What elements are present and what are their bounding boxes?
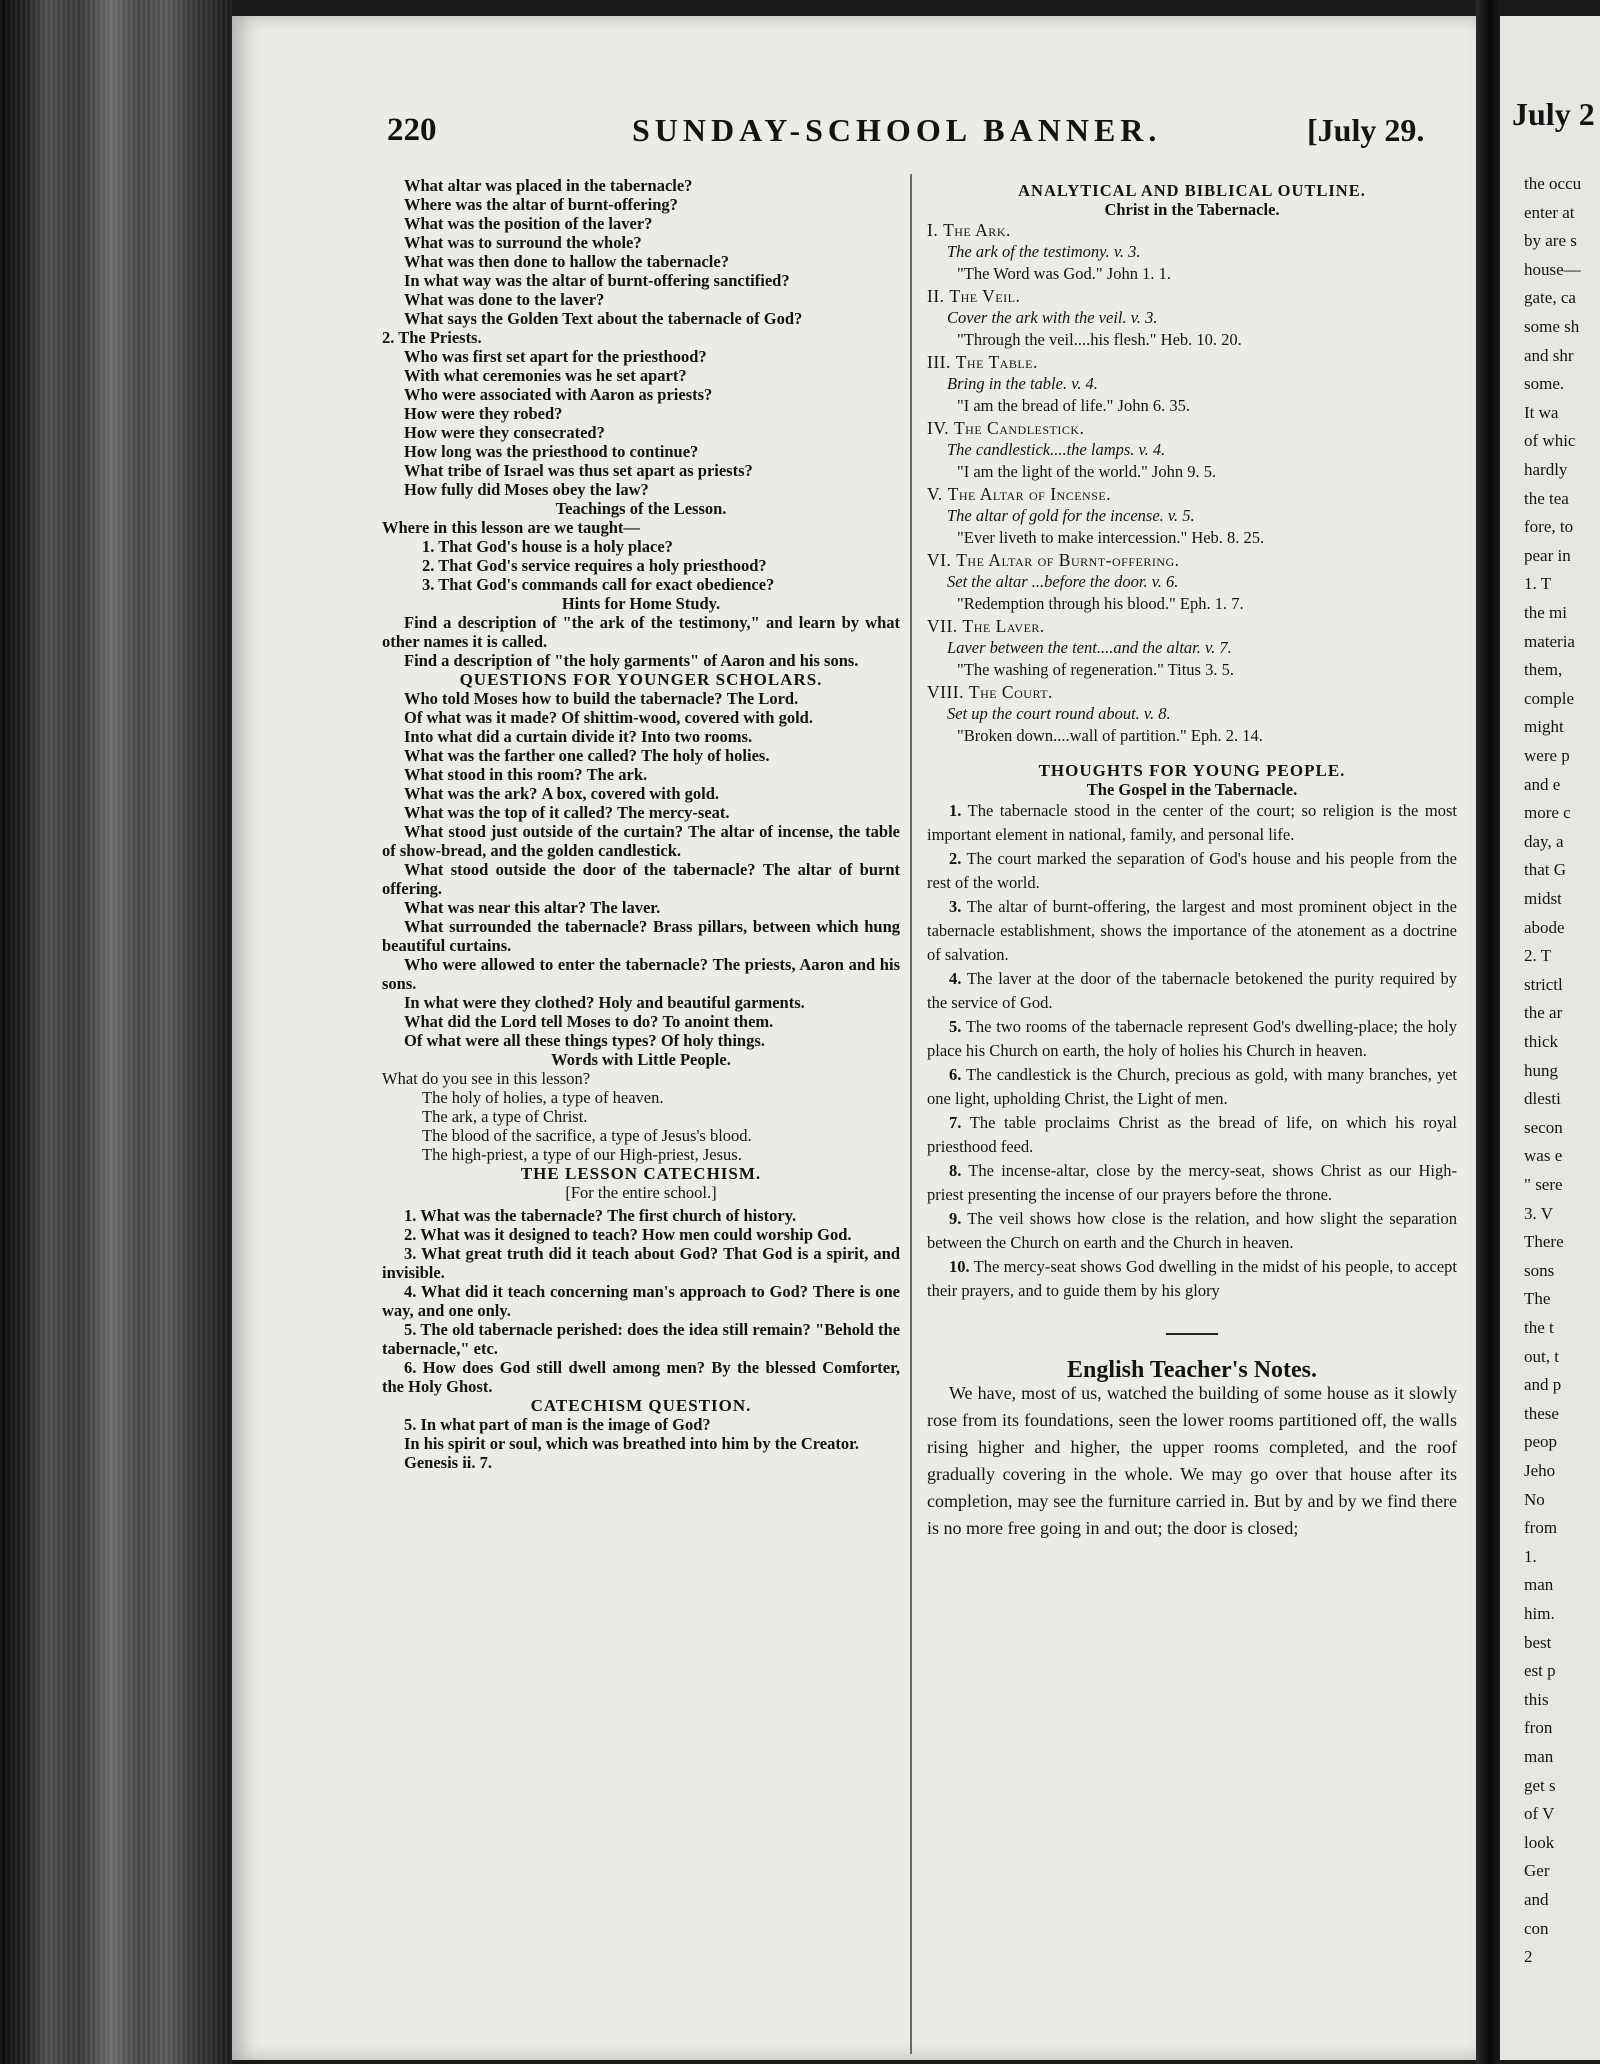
younger-scholars-heading: QUESTIONS FOR YOUNGER SCHOLARS.	[459, 670, 823, 689]
catechism-answer: In his spirit or soul, which was breathed into him by the Creator.	[404, 1434, 860, 1453]
outline-reference: Cover the ark with the veil. v. 3.	[947, 308, 1158, 327]
facing-page-line: 1. T	[1524, 574, 1552, 594]
facing-page-line: It wa	[1524, 402, 1559, 422]
catechism-qa-question: 5. The old tabernacle perished: does the idea still remain?	[404, 1320, 811, 1339]
running-head: SUNDAY-SCHOOL BANNER.	[632, 112, 1162, 148]
thought-text: The laver at the door of the tabernacle betokened the purity required by the service of God.	[927, 969, 1458, 1012]
facing-page-line: abode	[1524, 917, 1565, 937]
younger-qa-question: What stood outside the door of the tabernacle?	[404, 860, 756, 879]
outline-item	[927, 417, 1457, 439]
hints-list	[382, 613, 900, 670]
outline-title: The Candlestick.	[953, 418, 1085, 438]
catechism-qa-question: 4. What did it teach concerning man's approach to God?	[404, 1282, 809, 1301]
younger-qa-answer: A box, covered with gold.	[541, 784, 720, 803]
question: With what ceremonies was he set apart?	[404, 366, 687, 385]
question-list-priests	[382, 347, 900, 499]
facing-page-line: man	[1524, 1575, 1554, 1595]
younger-qa-question: What did the Lord tell Moses to do?	[404, 1012, 659, 1031]
page	[232, 16, 1476, 2060]
thought-text: The candlestick is the Church, precious as gold, with many branches, yet one light, upholding Christ, the Light of men.	[927, 1065, 1457, 1108]
thought-item	[927, 1015, 1457, 1063]
facing-page-header: July 2	[1512, 96, 1595, 132]
catechism-qa-item	[382, 1282, 900, 1320]
facing-page-line: materia	[1524, 631, 1575, 651]
facing-page-line: house—	[1524, 259, 1581, 279]
outline-reference: Set up the court round about. v. 8.	[947, 704, 1171, 723]
thought-item	[927, 799, 1457, 847]
outline-numeral: II.	[927, 286, 945, 306]
facing-page-line: and e	[1524, 774, 1561, 794]
facing-page-line: them,	[1524, 660, 1563, 680]
thought-number: 7.	[949, 1113, 962, 1132]
facing-page-line: man	[1524, 1747, 1554, 1766]
outline-numeral: VIII.	[927, 682, 964, 702]
facing-page-fragment	[1500, 16, 1600, 2060]
younger-qa-item	[382, 803, 900, 822]
facing-page-line: thick	[1524, 1032, 1558, 1051]
younger-qa-answer: Of shittim-wood, covered with gold.	[561, 708, 813, 727]
younger-qa-question: Of what was it made?	[404, 708, 558, 727]
younger-qa-question: What surrounded the tabernacle?	[404, 917, 648, 936]
teachings-intro: Where in this lesson are we taught—	[382, 518, 640, 537]
outline-numeral: VII.	[927, 616, 958, 636]
younger-qa-answer: The Lord.	[726, 689, 799, 708]
facing-page-line: fore, to	[1524, 517, 1574, 537]
outline-quote: "I am the light of the world." John 9. 5.	[957, 462, 1217, 481]
facing-page-line: The	[1524, 1289, 1551, 1309]
words-list	[382, 1088, 900, 1164]
question: How fully did Moses obey the law?	[404, 480, 649, 499]
facing-page-line: by are s	[1524, 231, 1577, 251]
younger-qa-item	[382, 860, 900, 898]
outline-item	[927, 285, 1457, 307]
thought-text: The table proclaims Christ as the bread of life, on which his royal priesthood feed.	[927, 1113, 1457, 1156]
younger-qa-answer: The altar of burnt offering.	[382, 860, 900, 898]
catechism-qa-answer: How men could worship God.	[642, 1225, 852, 1244]
facing-page-line: gate, ca	[1524, 288, 1576, 308]
thought-text: The tabernacle stood in the center of the court; so religion is the most important element in national, family, and personal life.	[927, 801, 1457, 844]
younger-qa-item	[382, 898, 900, 917]
catechism-qa-item	[382, 1206, 900, 1225]
thought-item	[927, 1063, 1457, 1111]
question: What tribe of Israel was thus set apart as priests?	[404, 461, 753, 480]
facing-page-line: 1.	[1524, 1546, 1537, 1566]
facing-page-line: out, t	[1524, 1346, 1559, 1366]
younger-qa-question: Of what were all these things types?	[404, 1031, 657, 1050]
facing-page-line: enter at	[1524, 202, 1575, 222]
catechism-list	[382, 1206, 900, 1396]
thought-item	[927, 1111, 1457, 1159]
thought-number: 6.	[949, 1065, 962, 1084]
outline-title: The Ark.	[943, 220, 1011, 240]
younger-qa-answer: To anoint them.	[662, 1012, 774, 1031]
outline-item	[927, 483, 1457, 505]
thought-item	[927, 1159, 1457, 1207]
facing-page-line: hardly	[1524, 460, 1568, 479]
facing-page-line: get s	[1524, 1775, 1556, 1795]
teaching-item: 2. That God's service requires a holy priesthood?	[422, 556, 767, 575]
facing-page-line: and p	[1524, 1375, 1562, 1395]
question-list-tabernacle	[382, 176, 900, 328]
catechism-reference: Genesis ii. 7.	[404, 1453, 493, 1472]
thought-text: The veil shows how close is the relation, and how slight the separation between the Church on earth and the Church in heaven.	[927, 1209, 1457, 1252]
question: How long was the priesthood to continue?	[404, 442, 699, 461]
thought-item	[927, 1207, 1457, 1255]
thought-number: 3.	[949, 897, 962, 916]
outline-reference: Bring in the table. v. 4.	[947, 374, 1098, 393]
words-item: The blood of the sacrifice, a type of Jesus's blood.	[422, 1126, 752, 1145]
outline-title: The Laver.	[962, 616, 1045, 636]
younger-qa-item	[382, 784, 900, 803]
outline-item	[927, 681, 1457, 703]
question: What was to surround the whole?	[404, 233, 642, 252]
facing-page-line: were p	[1524, 746, 1570, 765]
facing-page-line: more c	[1524, 803, 1571, 823]
younger-qa-item	[382, 746, 900, 765]
teacher-notes-heading: English Teacher's Notes.	[1066, 1357, 1318, 1383]
younger-qa-answer: The priests, Aaron and his sons.	[382, 955, 900, 993]
thoughts-heading: THOUGHTS FOR YOUNG PEOPLE.	[1038, 761, 1346, 780]
younger-qa-item	[382, 1012, 900, 1031]
facing-page-line: con	[1524, 1918, 1549, 1938]
outline-numeral: IV.	[927, 418, 950, 438]
facing-page-line: secon	[1524, 1117, 1563, 1137]
question: What was the position of the laver?	[404, 214, 653, 233]
facing-page-line: him.	[1524, 1604, 1555, 1623]
book-binding	[0, 0, 232, 2064]
facing-page-line: the ar	[1524, 1003, 1563, 1023]
catechism-qa-question: 3. What great truth did it teach about God?	[404, 1244, 719, 1263]
younger-qa-item	[382, 765, 900, 784]
thought-number: 8.	[949, 1161, 962, 1180]
outline-quote: "Ever liveth to make intercession." Heb. 8. 25.	[957, 528, 1265, 547]
facing-page-line: sons	[1524, 1260, 1555, 1280]
thought-text: The court marked the separation of God's house and his people from the rest of the world.	[927, 849, 1457, 892]
teachings-heading: Teachings of the Lesson.	[555, 499, 727, 518]
facing-page-line: 3. V	[1524, 1203, 1553, 1223]
facing-page-line: day, a	[1524, 831, 1564, 851]
catechism-qa-question: 6. How does God still dwell among men?	[404, 1358, 705, 1377]
catechism-qa-item	[382, 1244, 900, 1282]
younger-qa-item	[382, 1031, 900, 1050]
facing-page-line: Ger	[1524, 1861, 1550, 1881]
younger-qa-question: Who were allowed to enter the tabernacle?	[404, 955, 708, 974]
outline-numeral: III.	[927, 352, 951, 372]
teacher-notes-paragraph: We have, most of us, watched the building of some house as it slowly rose from its foundations, seen the lower rooms partitioned off, the walls rising higher and higher, the upper rooms completed, and the roof gradually covering in the whole. We may go over that house after its completion, may see the furniture carried in. But by and by we find there is no more free going in and out; the door is closed;	[927, 1383, 1457, 1538]
thought-number: 1.	[949, 801, 962, 820]
outline-item	[927, 549, 1457, 571]
question: What was done to the laver?	[404, 290, 605, 309]
thought-item	[927, 967, 1457, 1015]
facing-page-line: of V	[1524, 1804, 1555, 1824]
facing-page-line: might	[1524, 717, 1564, 737]
younger-qa-answer: The holy of holies.	[641, 746, 770, 765]
thought-item	[927, 1255, 1457, 1303]
facing-page-line: peop	[1524, 1432, 1558, 1452]
catechism-qa-item	[382, 1320, 900, 1358]
facing-page-line: hung	[1524, 1060, 1558, 1080]
catechism-qa-question: 1. What was the tabernacle?	[404, 1206, 604, 1225]
hint-item: Find a description of "the holy garments" of Aaron and his sons.	[404, 651, 859, 670]
younger-qa-answer: The altar of incense, the table of show-bread, and the golden candlestick.	[382, 822, 901, 860]
thought-number: 10.	[949, 1257, 970, 1276]
facing-page-line: 2. T	[1524, 946, 1552, 966]
outline-numeral: V.	[927, 484, 943, 504]
facing-page-line: est p	[1524, 1661, 1556, 1681]
outline-item	[927, 615, 1457, 637]
facing-page-line: strictl	[1524, 974, 1563, 994]
facing-page-line: fron	[1524, 1718, 1553, 1738]
facing-page-line: that G	[1524, 860, 1567, 880]
facing-page-line: of whic	[1524, 431, 1576, 451]
thought-item	[927, 895, 1457, 967]
question: What was then done to hallow the tabernacle?	[404, 252, 729, 271]
younger-qa-question: Into what did a curtain divide it?	[404, 727, 637, 746]
outline-quote: "The Word was God." John 1. 1.	[957, 264, 1171, 283]
younger-qa-item	[382, 917, 900, 955]
younger-qa-question: What was the farther one called?	[404, 746, 637, 765]
facing-page-line: and shr	[1524, 345, 1574, 365]
facing-page-line: " sere	[1524, 1175, 1563, 1194]
column-divider	[910, 174, 912, 2054]
question: How were they robed?	[404, 404, 563, 423]
catechism-qa-answer: "Behold the tabernacle," etc.	[382, 1320, 901, 1358]
outline-title: The Court.	[968, 682, 1053, 702]
outline-quote: "The washing of regeneration." Titus 3. 5.	[957, 660, 1234, 679]
younger-qa-question: Who told Moses how to build the tabernacle?	[404, 689, 723, 708]
thought-number: 4.	[949, 969, 962, 988]
younger-qa-item	[382, 727, 900, 746]
younger-qa-item	[382, 955, 900, 993]
younger-qa-item	[382, 822, 900, 860]
catechism-qa-answer: The first church of history.	[607, 1206, 797, 1225]
younger-qa-item	[382, 993, 900, 1012]
outline-reference: The ark of the testimony. v. 3.	[947, 242, 1141, 261]
facing-page-line: the occu	[1524, 174, 1582, 193]
younger-qa-answer: Brass pillars, between which hung beautiful curtains.	[382, 917, 900, 955]
younger-qa-question: What was near this altar?	[404, 898, 587, 917]
words-item: The high-priest, a type of our High-priest, Jesus.	[422, 1145, 742, 1164]
younger-qa-answer: Holy and beautiful garments.	[598, 993, 805, 1012]
younger-qa-question: What was the ark?	[404, 784, 538, 803]
catechism-qa-answer: There is one way, and one only.	[382, 1282, 900, 1320]
younger-qa-answer: The mercy-seat.	[617, 803, 730, 822]
question: What says the Golden Text about the tabernacle of God?	[404, 309, 803, 328]
catechism-qa-answer: By the blessed Comforter, the Holy Ghost.	[382, 1358, 900, 1396]
question: Who was first set apart for the priesthood?	[404, 347, 707, 366]
question: How were they consecrated?	[404, 423, 605, 442]
thought-text: The incense-altar, close by the mercy-seat, shows Christ as our High-priest presenting the incense of our prayers before the throne.	[927, 1161, 1458, 1204]
thought-text: The mercy-seat shows God dwelling in the midst of his people, to accept their prayers, and to guide them by his glory	[927, 1257, 1457, 1300]
question: Who were associated with Aaron as priests?	[404, 385, 713, 404]
outline-heading: ANALYTICAL AND BIBLICAL OUTLINE.	[1018, 181, 1366, 200]
outline-title: The Altar of Burnt-offering.	[956, 550, 1180, 570]
younger-qa-answer: Of holy things.	[660, 1031, 765, 1050]
words-heading: Words with Little People.	[551, 1050, 731, 1069]
catechism-qa-item	[382, 1225, 900, 1244]
right-column	[927, 181, 1457, 1542]
page-gutter	[1476, 0, 1500, 2064]
catechism-subheading: [For the entire school.]	[565, 1183, 717, 1202]
outline-list	[927, 219, 1457, 747]
words-item: The ark, a type of Christ.	[422, 1107, 588, 1126]
facing-page-line: There	[1524, 1232, 1564, 1252]
facing-page-line: from	[1524, 1518, 1558, 1538]
facing-page-line: 2	[1524, 1947, 1533, 1967]
thought-text: The altar of burnt-offering, the largest and most prominent object in the tabernacle establishment, shows the importance of the atonement as a doctrine of salvation.	[927, 897, 1458, 964]
thought-text: The two rooms of the tabernacle represent God's dwelling-place; the holy place his Church on earth, the holy of holies his Church in heaven.	[927, 1017, 1457, 1060]
younger-qa-question: What stood just outside of the curtain?	[404, 822, 684, 841]
younger-qa-question: What stood in this room?	[404, 765, 583, 784]
facing-page-line: the t	[1524, 1318, 1554, 1337]
thought-item	[927, 847, 1457, 895]
younger-qa-item	[382, 708, 900, 727]
younger-qa-answer: The ark.	[586, 765, 648, 784]
hint-item: Find a description of "the ark of the testimony," and learn by what other names it is called.	[382, 613, 900, 651]
outline-quote: "Through the veil....his flesh." Heb. 10. 20.	[957, 330, 1242, 349]
facing-page-line: midst	[1524, 889, 1562, 908]
words-item: The holy of holies, a type of heaven.	[422, 1088, 664, 1107]
outline-title: The Altar of Incense.	[947, 484, 1112, 504]
catechism-qa-item	[382, 1358, 900, 1396]
facing-page-line: this	[1524, 1689, 1549, 1709]
catechism-qa-answer: That God is a spirit, and invisible.	[382, 1244, 901, 1282]
facing-page-line: pear in	[1524, 545, 1571, 565]
younger-qa-answer: Into two rooms.	[641, 727, 753, 746]
outline-quote: "Redemption through his blood." Eph. 1. 7.	[957, 594, 1244, 613]
facing-page-line: was e	[1524, 1146, 1563, 1166]
outline-reference: Set the altar ...before the door. v. 6.	[947, 572, 1179, 591]
facing-page-line: some sh	[1524, 317, 1580, 336]
teachings-list	[382, 537, 900, 594]
facing-page-line: and	[1524, 1890, 1549, 1909]
younger-qa-answer: The laver.	[590, 898, 661, 917]
question: Where was the altar of burnt-offering?	[404, 195, 678, 214]
page-number: 220	[387, 112, 437, 148]
thought-number: 2.	[949, 849, 962, 868]
teaching-item: 1. That God's house is a holy place?	[422, 537, 673, 556]
facing-page-line: best	[1524, 1632, 1552, 1652]
thought-number: 5.	[949, 1017, 962, 1036]
left-column	[382, 176, 900, 1472]
facing-page-line: Jeho	[1524, 1461, 1556, 1480]
younger-qa-question: What was the top of it called?	[404, 803, 613, 822]
catechism-question-heading: CATECHISM QUESTION.	[530, 1396, 752, 1415]
question: What altar was placed in the tabernacle?	[404, 176, 693, 195]
facing-page-line: some.	[1524, 374, 1565, 394]
catechism-question: 5. In what part of man is the image of God?	[404, 1415, 711, 1434]
priests-heading: 2. The Priests.	[382, 328, 482, 347]
words-intro: What do you see in this lesson?	[382, 1069, 591, 1088]
issue-date: [July 29.	[1307, 112, 1425, 148]
thoughts-subheading: The Gospel in the Tabernacle.	[1086, 780, 1298, 799]
outline-reference: The altar of gold for the incense. v. 5.	[947, 506, 1195, 525]
outline-quote: "Broken down....wall of partition." Eph. 2. 14.	[957, 726, 1263, 745]
question: In what way was the altar of burnt-offering sanctified?	[404, 271, 790, 290]
thought-number: 9.	[949, 1209, 962, 1228]
outline-reference: Laver between the tent....and the altar. v. 7.	[947, 638, 1232, 657]
younger-qa-item	[382, 689, 900, 708]
outline-numeral: VI.	[927, 550, 952, 570]
section-rule	[1166, 1333, 1218, 1335]
outline-title: The Table.	[955, 352, 1038, 372]
outline-subheading: Christ in the Tabernacle.	[1104, 200, 1280, 219]
catechism-heading: THE LESSON CATECHISM.	[520, 1164, 762, 1183]
facing-page-line: comple	[1524, 688, 1575, 708]
facing-page-line: the mi	[1524, 603, 1567, 622]
catechism-qa-question: 2. What was it designed to teach?	[404, 1225, 638, 1244]
facing-page-line: look	[1524, 1832, 1555, 1852]
outline-quote: "I am the bread of life." John 6. 35.	[957, 396, 1190, 415]
facing-page-line: these	[1524, 1403, 1559, 1423]
younger-scholars-list	[382, 689, 900, 1050]
facing-page-line: the tea	[1524, 488, 1569, 508]
facing-page-line: No	[1524, 1489, 1545, 1509]
outline-item	[927, 219, 1457, 241]
outline-numeral: I.	[927, 220, 939, 240]
younger-qa-question: In what were they clothed?	[404, 993, 595, 1012]
facing-page-line: dlesti	[1524, 1089, 1561, 1109]
hints-heading: Hints for Home Study.	[561, 594, 721, 613]
thoughts-list	[927, 799, 1457, 1303]
teaching-item: 3. That God's commands call for exact obedience?	[422, 575, 775, 594]
outline-item	[927, 351, 1457, 373]
outline-reference: The candlestick....the lamps. v. 4.	[947, 440, 1166, 459]
outline-title: The Veil.	[949, 286, 1021, 306]
